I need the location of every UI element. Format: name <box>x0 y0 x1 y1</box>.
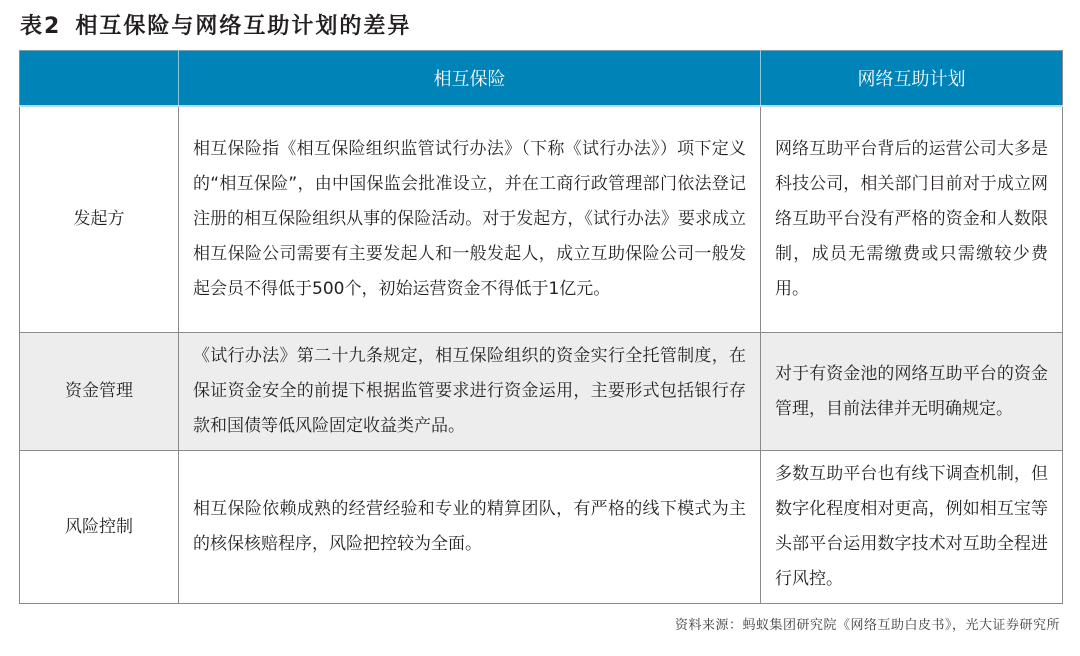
table-header-row <box>20 51 1063 106</box>
cell-risk-control-online-mutual-aid: 多数互助平台也有线下调查机制，但数字化程度相对更高，例如相互宝等头部平台运用数字技术对互助全程进行风控。 <box>761 451 1063 604</box>
table-title <box>20 9 411 40</box>
header-mutual-insurance: 相互保险 <box>179 51 761 106</box>
source-note: 资料来源：蚂蚁集团研究院《网络互助白皮书》，光大证券研究所 <box>674 618 1060 633</box>
row-label-initiator: 发起方 <box>20 106 179 333</box>
table-row-risk-control <box>20 451 1063 604</box>
comparison-table <box>19 50 1063 604</box>
header-online-mutual-aid: 网络互助计划 <box>761 51 1063 106</box>
header-empty-cell <box>20 51 179 106</box>
table-number: 表2 <box>20 14 62 39</box>
row-label-risk-control: 风险控制 <box>20 451 179 604</box>
cell-fund-management-online-mutual-aid: 对于有资金池的网络互助平台的资金管理，目前法律并无明确规定。 <box>761 333 1063 451</box>
table-row-fund-management <box>20 333 1063 451</box>
cell-initiator-mutual-insurance: 相互保险指《相互保险组织监管试行办法》（下称《试行办法》）项下定义的“相互保险”，由中国保监会批准设立，并在工商行政管理部门依法登记注册的相互保险组织从事的保险活动。对于发起方，《试行办法》要求成立相互保险公司需要有主要发起人和一般发起人，成立互助保险公司一般发起会员不得低于500个，初始运营资金不得低于1亿元。 <box>179 106 761 333</box>
table-title-text: 相互保险与网络互助计划的差异 <box>75 14 412 39</box>
cell-fund-management-mutual-insurance: 《试行办法》第二十九条规定，相互保险组织的资金实行全托管制度，在保证资金安全的前提下根据监管要求进行资金运用，主要形式包括银行存款和国债等低风险固定收益类产品。 <box>179 333 761 451</box>
row-label-fund-management: 资金管理 <box>20 333 179 451</box>
cell-initiator-online-mutual-aid: 网络互助平台背后的运营公司大多是科技公司，相关部门目前对于成立网络互助平台没有严格的资金和人数限制，成员无需缴费或只需缴较少费用。 <box>761 106 1063 333</box>
table-row-initiator <box>20 106 1063 333</box>
cell-risk-control-mutual-insurance: 相互保险依赖成熟的经营经验和专业的精算团队，有严格的线下模式为主的核保核赔程序，风险把控较为全面。 <box>179 451 761 604</box>
